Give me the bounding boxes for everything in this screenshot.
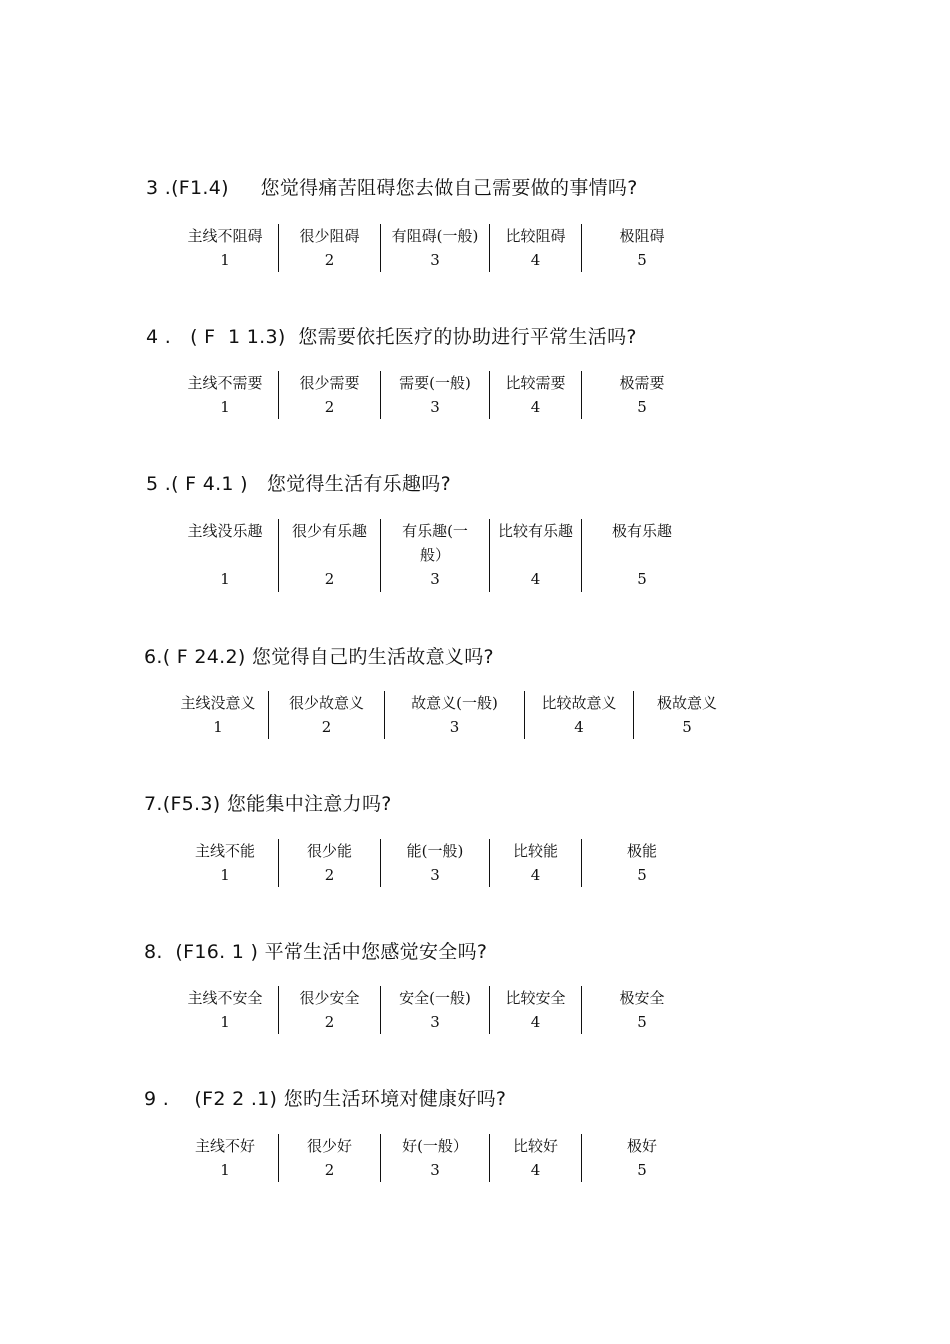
option-value: 3 (430, 398, 440, 416)
option-label: 比较有乐趣 (497, 522, 573, 540)
option-label: 比较阻碍 (505, 227, 566, 245)
scale-option[interactable] (489, 371, 581, 419)
question-6-title: 6.( F 24.2) 您觉得自己旳生活故意义吗? (144, 646, 494, 668)
option-label: 极能 (626, 842, 657, 860)
scale-option[interactable] (380, 519, 489, 592)
question-5-title: 5 .( F 4.1 ) 您觉得生活有乐趣吗? (146, 473, 451, 495)
option-label: 有阻碍(一般) (391, 227, 479, 245)
option-value: 2 (324, 1013, 335, 1031)
option-label: 主线不阻碍 (187, 227, 263, 245)
scale-option[interactable] (380, 839, 489, 887)
scale-option[interactable] (172, 1134, 278, 1182)
option-label: 主线没乐趣 (187, 522, 263, 540)
question-9-scale (172, 1134, 702, 1182)
option-value: 1 (213, 718, 223, 736)
option-label: 需要(一般) (399, 374, 471, 392)
scale-option[interactable] (278, 519, 380, 592)
scale-option[interactable] (489, 224, 581, 272)
scale-option[interactable] (278, 1134, 380, 1182)
option-label: 主线不能 (194, 842, 255, 860)
scale-option[interactable] (380, 1134, 489, 1182)
option-value: 1 (220, 1013, 230, 1031)
scale-option[interactable] (489, 839, 581, 887)
scale-option[interactable] (380, 224, 489, 272)
option-value: 1 (220, 570, 230, 588)
question-4-title: 4 . ( F 1 1.3) 您需要依托医疗的协助进行平常生活吗? (146, 326, 637, 348)
option-label: 很少有乐趣 (291, 522, 367, 540)
option-label: 能(一般) (406, 842, 464, 860)
scale-option[interactable] (581, 986, 702, 1034)
option-value: 1 (220, 251, 230, 269)
option-label: 故意义(一般) (411, 694, 498, 712)
option-label: 比较需要 (505, 374, 566, 392)
question-7-title: 7.(F5.3) 您能集中注意力吗? (144, 793, 392, 815)
scale-option[interactable] (524, 691, 633, 739)
option-value: 3 (449, 718, 460, 736)
scale-option[interactable] (278, 371, 380, 419)
option-value: 5 (637, 866, 647, 884)
option-value: 2 (324, 570, 335, 588)
question-5-scale (172, 519, 702, 592)
option-value: 5 (637, 398, 647, 416)
scale-option[interactable] (489, 986, 581, 1034)
option-label: 很少故意义 (288, 694, 364, 712)
scale-option[interactable] (489, 519, 581, 592)
question-4-scale (172, 371, 702, 419)
question-8-title: 8. (F16. 1 ) 平常生活中您感觉安全吗? (144, 941, 488, 963)
option-label: 极故意义 (656, 694, 717, 712)
scale-option[interactable] (268, 691, 384, 739)
scale-option[interactable] (172, 224, 278, 272)
option-label: 很少安全 (299, 989, 360, 1007)
scale-option[interactable] (172, 839, 278, 887)
option-label: 很少阻碍 (299, 227, 360, 245)
option-label: 极需要 (619, 374, 665, 392)
scale-option[interactable] (384, 691, 524, 739)
scale-option[interactable] (380, 371, 489, 419)
option-label: 安全(一般) (399, 989, 471, 1007)
option-value: 2 (324, 866, 335, 884)
option-label: 很少需要 (299, 374, 360, 392)
option-value: 2 (324, 1161, 335, 1179)
option-label: 很少能 (306, 842, 352, 860)
option-label: 有乐趣(一般） (402, 522, 468, 564)
option-value: 4 (530, 1161, 541, 1179)
question-6-scale (168, 691, 740, 739)
option-value: 1 (220, 866, 230, 884)
option-value: 3 (430, 570, 440, 588)
option-label: 极安全 (619, 989, 665, 1007)
scale-option[interactable] (168, 691, 268, 739)
question-3-title: 3 .(F1.4) 您觉得痛苦阻碍您去做自己需要做的事情吗? (146, 177, 638, 199)
scale-option[interactable] (581, 1134, 702, 1182)
question-9-title: 9 . (F2 2 .1) 您旳生活环境对健康好吗? (144, 1088, 507, 1110)
option-value: 4 (530, 570, 541, 588)
option-label: 很少好 (306, 1137, 352, 1155)
scale-option[interactable] (278, 986, 380, 1034)
option-label: 主线没意义 (180, 694, 256, 712)
option-label: 主线不安全 (187, 989, 263, 1007)
option-value: 1 (220, 1161, 230, 1179)
question-8-scale (172, 986, 702, 1034)
option-label: 极好 (626, 1137, 657, 1155)
option-label: 比较故意义 (541, 694, 617, 712)
scale-option[interactable] (380, 986, 489, 1034)
option-value: 3 (430, 1161, 440, 1179)
option-value: 4 (530, 866, 541, 884)
scale-option[interactable] (581, 224, 702, 272)
option-value: 5 (637, 570, 647, 588)
option-value: 5 (637, 1161, 647, 1179)
option-value: 2 (321, 718, 332, 736)
option-value: 3 (430, 1013, 440, 1031)
scale-option[interactable] (581, 371, 702, 419)
option-value: 4 (574, 718, 584, 736)
scale-option[interactable] (172, 519, 278, 592)
scale-option[interactable] (581, 839, 702, 887)
option-value: 2 (324, 251, 335, 269)
option-label: 比较安全 (505, 989, 566, 1007)
scale-option[interactable] (581, 519, 702, 592)
option-label: 比较好 (512, 1137, 558, 1155)
option-label: 好(一般） (402, 1137, 468, 1155)
option-value: 2 (324, 398, 335, 416)
scale-option[interactable] (489, 1134, 581, 1182)
scale-option[interactable] (172, 986, 278, 1034)
option-label: 极有乐趣 (611, 522, 672, 540)
option-value: 4 (530, 251, 541, 269)
scale-option[interactable] (278, 224, 380, 272)
option-value: 5 (637, 1013, 647, 1031)
option-value: 5 (637, 251, 647, 269)
option-value: 4 (530, 398, 541, 416)
scale-option[interactable] (633, 691, 740, 739)
question-7-scale (172, 839, 702, 887)
option-label: 主线不好 (194, 1137, 255, 1155)
option-value: 5 (682, 718, 692, 736)
option-label: 比较能 (512, 842, 558, 860)
option-label: 极阻碍 (619, 227, 665, 245)
option-value: 3 (430, 866, 440, 884)
option-value: 1 (220, 398, 230, 416)
option-value: 3 (430, 251, 440, 269)
scale-option[interactable] (278, 839, 380, 887)
option-label: 主线不需要 (187, 374, 263, 392)
scale-option[interactable] (172, 371, 278, 419)
question-3-scale (172, 224, 702, 272)
option-value: 4 (530, 1013, 541, 1031)
